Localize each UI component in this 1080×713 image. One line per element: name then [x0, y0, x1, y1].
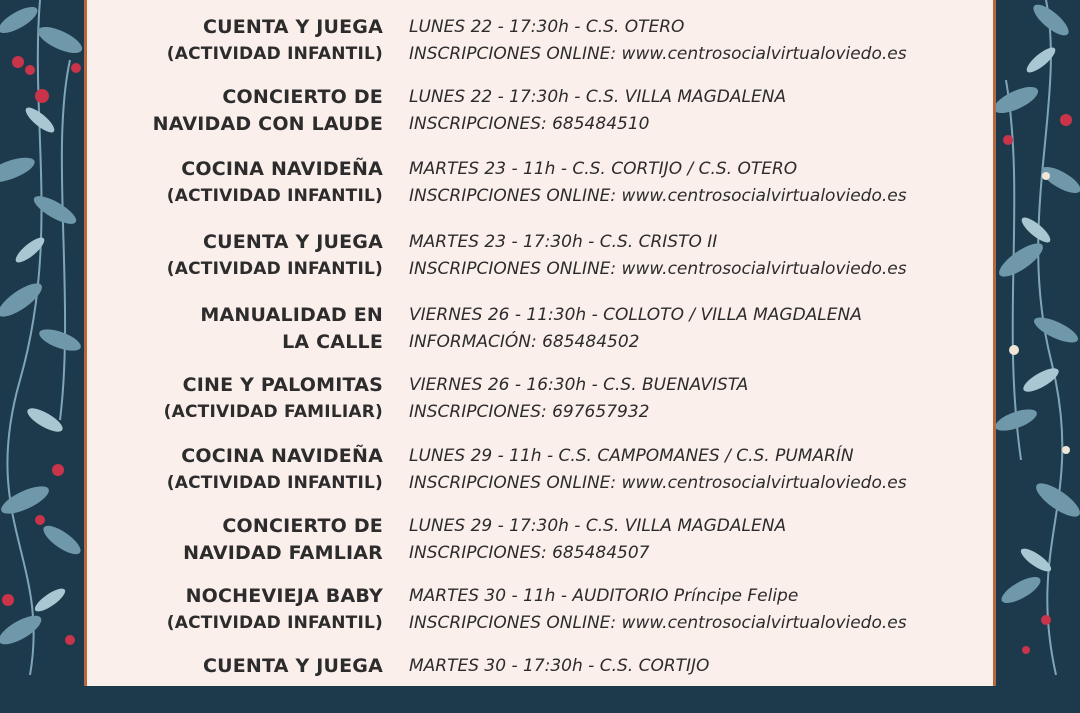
event-registration: INSCRIPCIONES: 685484510	[409, 114, 650, 134]
event-title	[87, 583, 383, 637]
event-date-location: VIERNES 26 - 11:30h - COLLOTO / VILLA MAGDALENA	[409, 305, 862, 325]
event-title-line2: (ACTIVIDAD INFANTIL)	[166, 259, 383, 279]
event-registration: INFORMACIÓN: 685484502	[409, 332, 640, 352]
right-foliage-decoration	[996, 0, 1080, 675]
event-date-location: MARTES 23 - 11h - C.S. CORTIJO / C.S. OTERO	[409, 159, 798, 179]
event-item	[87, 443, 993, 503]
event-registration: INSCRIPCIONES ONLINE: www.centrosocialvirtualoviedo.es	[409, 44, 907, 64]
event-title-line1: CONCIERTO DE	[222, 515, 383, 537]
event-item	[87, 653, 993, 713]
event-title-line2: LA CALLE	[282, 331, 383, 353]
event-date-location: LUNES 29 - 17:30h - C.S. VILLA MAGDALENA	[409, 516, 787, 536]
event-info	[409, 653, 989, 680]
event-date-location: MARTES 30 - 17:30h - C.S. CORTIJO	[409, 656, 710, 676]
event-item	[87, 229, 993, 289]
event-item	[87, 513, 993, 573]
event-title-line1: COCINA NAVIDEÑA	[181, 445, 383, 467]
event-title-line1: CUENTA Y JUEGA	[202, 231, 383, 253]
event-title	[87, 443, 383, 497]
event-info	[409, 513, 989, 567]
event-title-line2: (ACTIVIDAD FAMILIAR)	[163, 402, 383, 422]
event-title-line1: COCINA NAVIDEÑA	[181, 158, 383, 180]
event-date-location: LUNES 22 - 17:30h - C.S. VILLA MAGDALENA	[409, 87, 787, 107]
event-title	[87, 302, 383, 356]
event-title	[87, 156, 383, 210]
event-info	[409, 229, 989, 283]
event-item	[87, 583, 993, 643]
event-date-location: MARTES 30 - 11h - AUDITORIO Príncipe Felipe	[409, 586, 799, 606]
event-date-location: LUNES 22 - 17:30h - C.S. OTERO	[409, 17, 685, 37]
event-title-line1: MANUALIDAD EN	[200, 304, 383, 326]
event-item	[87, 14, 993, 74]
event-registration: INSCRIPCIONES ONLINE: www.centrosocialvirtualoviedo.es	[409, 259, 907, 279]
event-registration: INSCRIPCIONES ONLINE: www.centrosocialvirtualoviedo.es	[409, 613, 907, 633]
event-title-line2: NAVIDAD CON LAUDE	[152, 113, 383, 135]
event-title	[87, 513, 383, 567]
event-item	[87, 156, 993, 216]
event-info	[409, 372, 989, 426]
event-title-line1: CUENTA Y JUEGA	[202, 16, 383, 38]
event-title-line2: (ACTIVIDAD INFANTIL)	[166, 473, 383, 493]
event-title-line1: CINE Y PALOMITAS	[182, 374, 383, 396]
event-date-location: VIERNES 26 - 16:30h - C.S. BUENAVISTA	[409, 375, 749, 395]
event-title-line2: (ACTIVIDAD INFANTIL)	[166, 44, 383, 64]
event-registration: INSCRIPCIONES: 697657932	[409, 402, 650, 422]
foliage-illustration	[0, 0, 84, 675]
event-info	[409, 443, 989, 497]
event-title	[87, 84, 383, 138]
event-title-line2: NAVIDAD FAMLIAR	[183, 542, 383, 564]
event-title-line1: CONCIERTO DE	[222, 86, 383, 108]
event-info	[409, 14, 989, 68]
event-title	[87, 372, 383, 426]
event-title	[87, 14, 383, 68]
event-date-location: MARTES 23 - 17:30h - C.S. CRISTO II	[409, 232, 718, 252]
foliage-illustration	[996, 0, 1080, 675]
event-date-location: LUNES 29 - 11h - C.S. CAMPOMANES / C.S. PUMARÍN	[409, 446, 854, 466]
event-item	[87, 84, 993, 144]
event-title-line1: NOCHEVIEJA BABY	[185, 585, 383, 607]
event-registration: INSCRIPCIONES ONLINE: www.centrosocialvirtualoviedo.es	[409, 473, 907, 493]
event-title	[87, 653, 383, 680]
event-info	[409, 156, 989, 210]
left-foliage-decoration	[0, 0, 84, 675]
event-info	[409, 583, 989, 637]
event-title-line1: CUENTA Y JUEGA	[202, 655, 383, 677]
event-title	[87, 229, 383, 283]
event-title-line2: (ACTIVIDAD INFANTIL)	[166, 186, 383, 206]
event-registration: INSCRIPCIONES: 685484507	[409, 543, 650, 563]
events-panel	[84, 0, 996, 686]
event-item	[87, 302, 993, 362]
event-item	[87, 372, 993, 432]
event-info	[409, 302, 989, 356]
event-registration: INSCRIPCIONES ONLINE: www.centrosocialvirtualoviedo.es	[409, 186, 907, 206]
event-title-line2: (ACTIVIDAD INFANTIL)	[166, 613, 383, 633]
event-info	[409, 84, 989, 138]
